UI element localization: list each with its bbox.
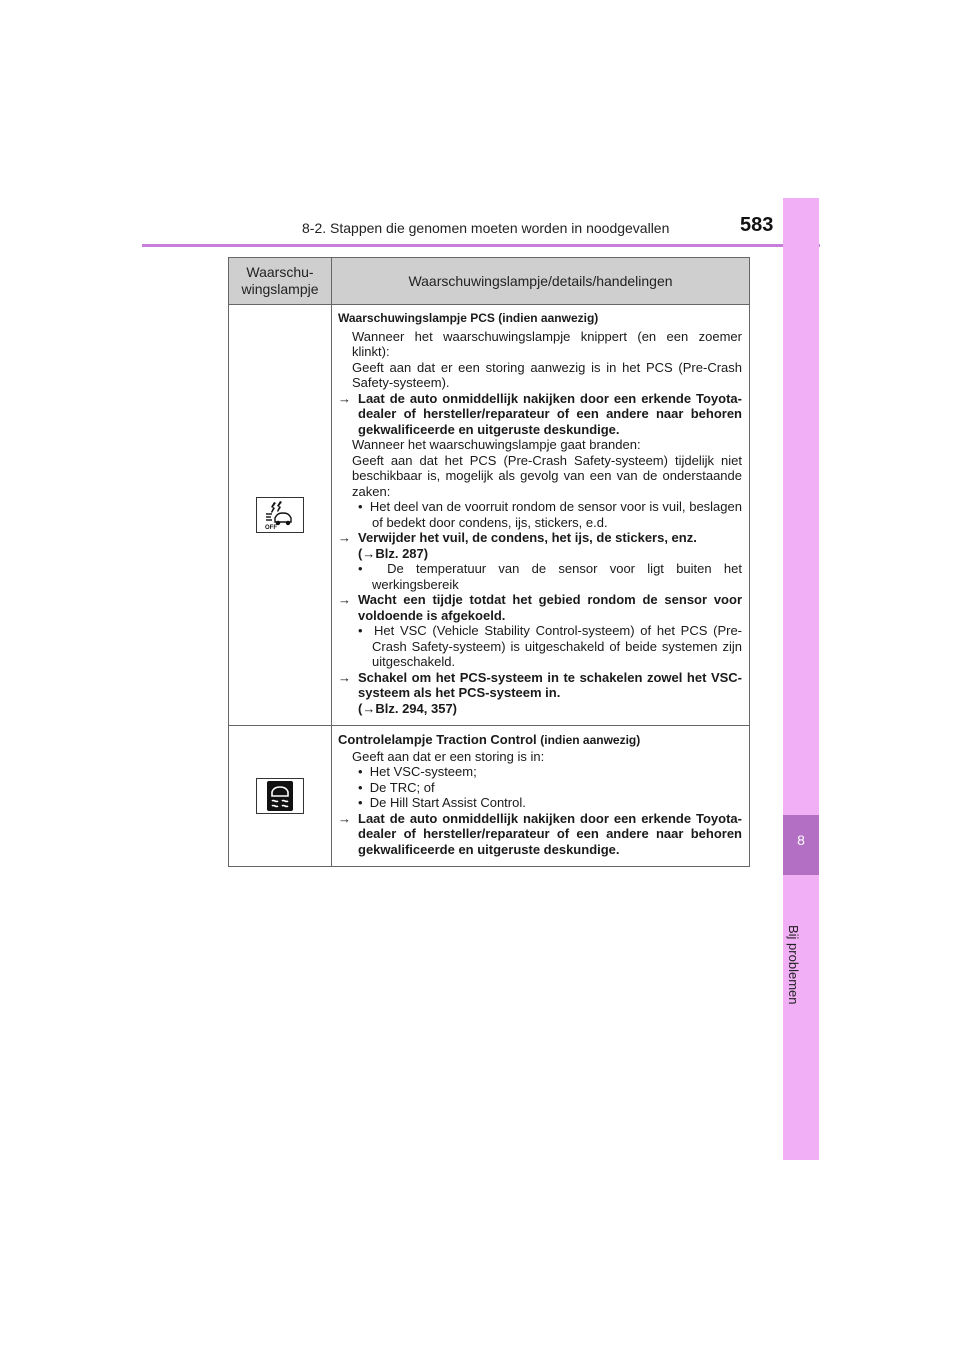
action-line: → Schakel om het PCS-systeem in te schakelen zowel het VSC-systeem als het PCS-systeem in. [338,669,742,700]
action-line: → Wacht een tijdje totdat het gebied rondom de sensor voor voldoende is afgekoeld. [338,592,742,623]
bullet-line: • Het deel van de voorruit rondom de sensor voor is vuil, beslagen of bedekt door condens, ijs, stickers, e.d. [358,499,742,530]
text-line: Geeft aan dat er een storing is in: [352,748,545,764]
page-reference: (→Blz. 287) [358,545,429,561]
traction-control-warning-icon [256,778,304,814]
chapter-side-tab [783,198,819,1160]
text-line: Geeft aan dat het PCS (Pre-Crash Safety-systeem) tijdelijk niet beschikbaar is, mogelijk als gevolg van een van de onderstaande zaken: [352,452,742,499]
details-cell [332,305,750,726]
icon-cell [229,726,332,867]
table-row [229,726,750,867]
arrow-icon: → [338,592,351,607]
row-title-suffix: (indien aanwezig) [540,733,641,747]
text-line: Wanneer het waarschuwingslampje gaat branden: [352,437,641,452]
chapter-label: Bij problemen [786,925,801,1005]
details-cell [332,726,750,867]
table-row [229,305,750,726]
bullet-icon: • [358,499,363,514]
col-header-details: Waarschuwingslampje/details/handelingen [332,258,750,305]
pcs-off-warning-icon [256,497,304,533]
bullet-icon: • [358,779,363,795]
arrow-icon: → [338,530,351,545]
bullet-icon: • [358,795,363,810]
arrow-icon: → [362,545,376,561]
icon-cell [229,305,332,726]
row-title: Waarschuwingslampje PCS (indien aanwezig) [338,311,599,325]
bullet-line: • Het VSC-systeem; [358,764,477,779]
arrow-icon: → [338,390,351,406]
chapter-number: 8 [797,832,805,848]
svg-text:OFF: OFF [265,525,277,531]
table-header-row [229,258,750,305]
bullet-line: • De Hill Start Assist Control. [358,795,526,810]
bullet-icon: • [358,623,363,638]
section-title: 8-2. Stappen die genomen moeten worden in noodgevallen [302,220,670,236]
row-title: Controlelampje Traction Control (indien aanwezig) [338,732,641,747]
page-reference: (→Blz. 294, 357) [358,700,458,716]
warning-lights-table [228,257,750,867]
action-line: → Verwijder het vuil, de condens, het ijs, de stickers, enz. [338,530,697,545]
bullet-icon: • [358,764,363,779]
col-header-light: Waarschu- wingslampje [229,258,332,305]
arrow-icon: → [362,700,376,716]
text-line: Wanneer het waarschuwingslampje knippert (en een zoemer klinkt): [352,328,742,359]
page-number: 583 [740,214,774,236]
arrow-icon: → [338,669,351,685]
bullet-line: • De TRC; of [358,779,435,795]
bullet-line: • Het VSC (Vehicle Stability Control-systeem) of het PCS (Pre-Crash Safety-systeem) is uitgeschakeld of beide systemen zijn uitgeschakeld. [358,623,742,669]
action-line: → Laat de auto onmiddellijk nakijken door een erkende Toyota-dealer of hersteller/reparateur of een andere naar behoren gekwalificeerde en uitgeruste deskundige. [338,810,742,857]
bullet-line: • De temperatuur van de sensor voor ligt buiten het werkingsbereik [358,561,742,592]
text-line: Geeft aan dat er een storing aanwezig is in het PCS (Pre-Crash Safety-systeem). [352,359,742,390]
bullet-icon: • [358,561,363,576]
header-rule [142,244,820,247]
action-line: → Laat de auto onmiddellijk nakijken door een erkende Toyota-dealer of hersteller/reparateur of een andere naar behoren gekwalificeerde en uitgeruste deskundige. [338,390,742,437]
arrow-icon: → [338,810,351,826]
